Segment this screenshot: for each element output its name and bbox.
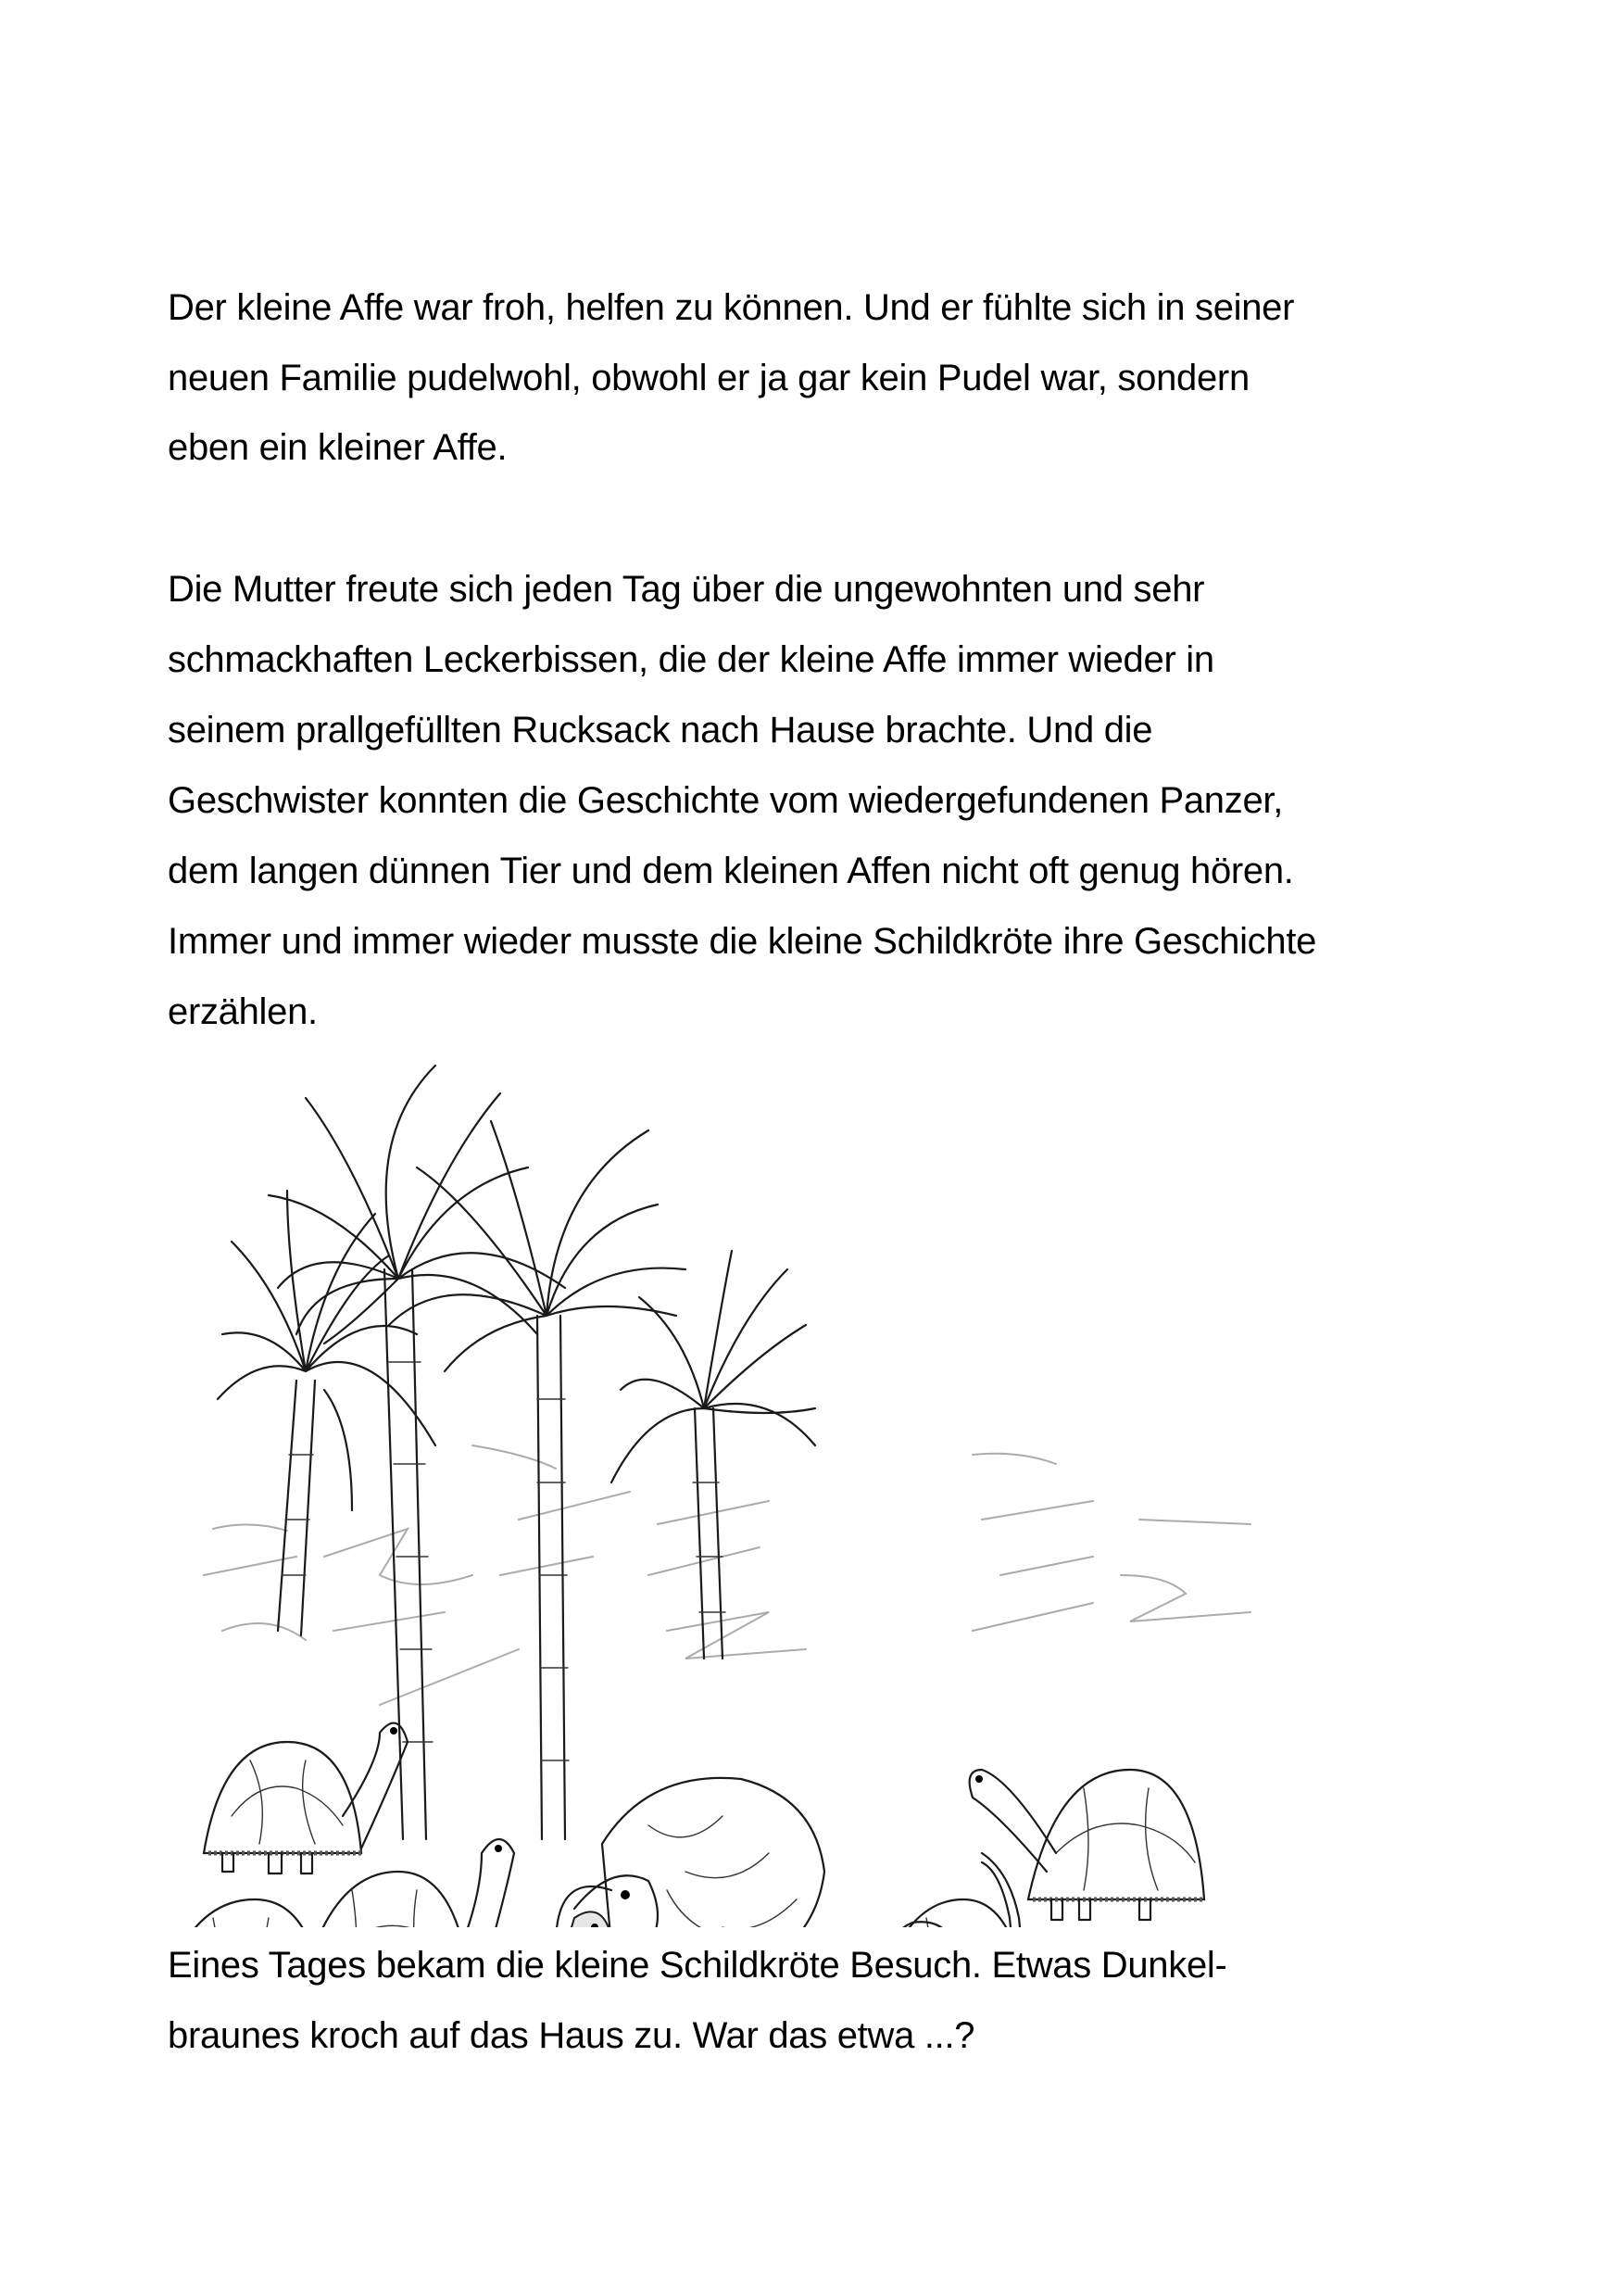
palm-tree-1 <box>218 1191 435 1635</box>
text-line: seinem prallgefüllten Rucksack nach Hause brachte. Und die <box>168 710 1153 751</box>
text-line: Eines Tages bekam die kleine Schildkröte Besuch. Etwas Dunkel- <box>168 1945 1227 1986</box>
text-line: dem langen dünnen Tier und dem kleinen Affen nicht oft genug hören. <box>168 851 1294 891</box>
text-line: Immer und immer wieder musste die kleine Schildkröte ihre Geschichte <box>168 921 1317 962</box>
turtle-behind-monkey <box>871 1899 1028 1927</box>
text-line: braunes kroch auf das Haus zu. War das etwa ...? <box>168 2015 975 2056</box>
text-line: Die Mutter freute sich jeden Tag über die ungewohnten und sehr <box>168 569 1205 610</box>
text-line: neuen Familie pudelwohl, obwohl er ja gar kein Pudel war, sondern <box>168 358 1250 398</box>
text-line: schmackhaften Leckerbissen, die der kleine Affe immer wieder in <box>168 639 1214 680</box>
text-line: Der kleine Affe war froh, helfen zu können. Und er fühlte sich in seiner <box>168 287 1295 328</box>
text-line: Geschwister konnten die Geschichte vom wiedergefundenen Panzer, <box>168 780 1284 821</box>
ground-lines <box>204 1445 1250 1705</box>
text-line: eben ein kleiner Affe. <box>168 427 508 468</box>
text-line: erzählen. <box>168 991 318 1032</box>
large-tortoise <box>556 1778 824 1927</box>
turtle-top-left <box>204 1723 408 1873</box>
illustration <box>167 1056 1482 1927</box>
palm-tree-4 <box>611 1251 815 1659</box>
palm-tree-2 <box>269 1066 565 1839</box>
palm-tree-3 <box>389 1121 685 1839</box>
illustration-drawing <box>167 1056 1482 1927</box>
